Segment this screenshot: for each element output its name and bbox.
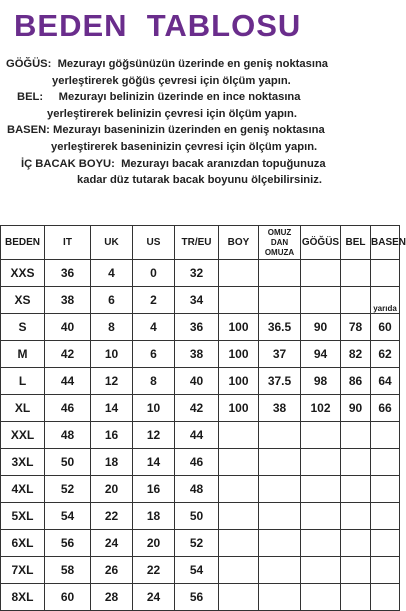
cell-basen: 64	[371, 368, 400, 395]
cell-us: 6	[133, 341, 175, 368]
cell-omuz: 37	[259, 341, 301, 368]
cell-basen: 66	[371, 395, 400, 422]
cell-boy	[219, 287, 259, 314]
cell-boy	[219, 422, 259, 449]
cell-omuz	[259, 584, 301, 611]
bel-text-2: yerleştirerek belinizin çevresi için ölçüm yapın.	[47, 107, 297, 120]
cell-basen	[371, 476, 400, 503]
table-row	[1, 476, 400, 503]
cell-beden: 8XL	[1, 584, 45, 611]
cell-it: 46	[45, 395, 91, 422]
cell-tr: 34	[175, 287, 219, 314]
gogus-line-2	[0, 73, 400, 90]
table-row	[1, 503, 400, 530]
cell-us: 24	[133, 584, 175, 611]
cell-boy: 100	[219, 314, 259, 341]
cell-basen	[371, 584, 400, 611]
cell-us: 14	[133, 449, 175, 476]
cell-tr: 52	[175, 530, 219, 557]
cell-us: 8	[133, 368, 175, 395]
cell-omuz	[259, 449, 301, 476]
page-title: BEDEN TABLOSU	[14, 8, 302, 43]
cell-omuz: 37.5	[259, 368, 301, 395]
cell-uk: 16	[91, 422, 133, 449]
table-row	[1, 584, 400, 611]
cell-boy: 100	[219, 341, 259, 368]
table-row	[1, 530, 400, 557]
gogus-line-1	[0, 56, 400, 73]
ic-bacak-text-2: kadar düz tutarak bacak boyunu ölçebilirsiniz.	[77, 174, 322, 187]
cell-omuz: 36.5	[259, 314, 301, 341]
cell-beden: 7XL	[1, 557, 45, 584]
table-row	[1, 287, 400, 314]
cell-boy: 100	[219, 395, 259, 422]
cell-gogus	[301, 557, 341, 584]
cell-basen	[371, 530, 400, 557]
cell-uk: 20	[91, 476, 133, 503]
col-header-basen: BASEN	[371, 226, 400, 260]
cell-beden: XS	[1, 287, 45, 314]
cell-it: 54	[45, 503, 91, 530]
cell-gogus: 102	[301, 395, 341, 422]
cell-gogus	[301, 584, 341, 611]
bel-key: BEL:	[17, 91, 44, 104]
ic-bacak-line-2	[0, 172, 400, 189]
cell-uk: 22	[91, 503, 133, 530]
col-header-tr-eu: TR/EU	[175, 226, 219, 260]
ic-bacak-key: İÇ BACAK BOYU:	[21, 157, 115, 170]
cell-beden: XXS	[1, 260, 45, 287]
cell-us: 0	[133, 260, 175, 287]
cell-tr: 38	[175, 341, 219, 368]
table-row	[1, 395, 400, 422]
cell-bel	[341, 287, 371, 314]
cell-boy	[219, 260, 259, 287]
cell-us: 22	[133, 557, 175, 584]
cell-boy	[219, 584, 259, 611]
cell-uk: 4	[91, 260, 133, 287]
col-header-boy: BOY	[219, 226, 259, 260]
cell-omuz: 38	[259, 395, 301, 422]
cell-omuz	[259, 422, 301, 449]
cell-it: 56	[45, 530, 91, 557]
cell-tr: 56	[175, 584, 219, 611]
cell-uk: 28	[91, 584, 133, 611]
cell-gogus	[301, 422, 341, 449]
cell-bel	[341, 449, 371, 476]
cell-omuz	[259, 557, 301, 584]
col-header-uk: UK	[91, 226, 133, 260]
cell-bel	[341, 476, 371, 503]
cell-us: 2	[133, 287, 175, 314]
cell-gogus	[301, 530, 341, 557]
cell-beden: 5XL	[1, 503, 45, 530]
cell-gogus: 94	[301, 341, 341, 368]
cell-it: 38	[45, 287, 91, 314]
cell-us: 20	[133, 530, 175, 557]
cell-bel	[341, 557, 371, 584]
gogus-text-1: Mezurayı göğsünüzün üzerinde en geniş noktasına	[57, 58, 328, 70]
cell-uk: 8	[91, 314, 133, 341]
cell-basen	[371, 557, 400, 584]
cell-boy: 100	[219, 368, 259, 395]
cell-tr: 50	[175, 503, 219, 530]
cell-it: 50	[45, 449, 91, 476]
cell-basen-note: yarıda	[371, 287, 400, 314]
cell-omuz	[259, 287, 301, 314]
cell-beden: 4XL	[1, 476, 45, 503]
gogus-key: GÖĞÜS:	[6, 58, 52, 70]
basen-text-1: Mezurayı baseninizin üzerinden en geniş noktasına	[53, 124, 325, 137]
instructions	[0, 56, 400, 189]
cell-us: 18	[133, 503, 175, 530]
cell-boy	[219, 449, 259, 476]
cell-uk: 10	[91, 341, 133, 368]
header-row	[1, 226, 400, 260]
cell-gogus	[301, 503, 341, 530]
cell-uk: 26	[91, 557, 133, 584]
cell-beden: 6XL	[1, 530, 45, 557]
cell-us: 12	[133, 422, 175, 449]
table-row	[1, 341, 400, 368]
cell-us: 10	[133, 395, 175, 422]
cell-bel: 86	[341, 368, 371, 395]
cell-tr: 44	[175, 422, 219, 449]
cell-basen	[371, 503, 400, 530]
table-row	[1, 314, 400, 341]
cell-tr: 46	[175, 449, 219, 476]
gogus-text-2: yerleştirerek göğüs çevresi için ölçüm yapın.	[52, 74, 291, 87]
size-table	[0, 225, 406, 611]
cell-basen: 62	[371, 341, 400, 368]
cell-omuz	[259, 503, 301, 530]
cell-it: 40	[45, 314, 91, 341]
cell-beden: XL	[1, 395, 45, 422]
table-row	[1, 449, 400, 476]
basen-line-2	[0, 139, 400, 156]
cell-gogus	[301, 449, 341, 476]
cell-omuz	[259, 530, 301, 557]
cell-gogus	[301, 260, 341, 287]
basen-line-1	[0, 122, 400, 139]
cell-omuz	[259, 260, 301, 287]
cell-it: 48	[45, 422, 91, 449]
table-row	[1, 557, 400, 584]
cell-uk: 14	[91, 395, 133, 422]
col-header-us: US	[133, 226, 175, 260]
cell-beden: XXL	[1, 422, 45, 449]
cell-beden: S	[1, 314, 45, 341]
bel-line-1	[0, 89, 400, 106]
cell-uk: 6	[91, 287, 133, 314]
cell-omuz	[259, 476, 301, 503]
cell-it: 36	[45, 260, 91, 287]
cell-it: 42	[45, 341, 91, 368]
cell-us: 16	[133, 476, 175, 503]
cell-bel: 82	[341, 341, 371, 368]
cell-boy	[219, 530, 259, 557]
cell-bel	[341, 530, 371, 557]
table-row	[1, 422, 400, 449]
cell-tr: 54	[175, 557, 219, 584]
ic-bacak-line-1	[0, 156, 400, 173]
ic-bacak-text-1: Mezurayı bacak aranızdan topuğunuza	[121, 157, 326, 170]
bel-line-2	[0, 106, 400, 123]
cell-gogus	[301, 287, 341, 314]
cell-bel	[341, 584, 371, 611]
cell-bel	[341, 260, 371, 287]
basen-text-2: yerleştirerek baseninizin çevresi için ölçüm yapın.	[51, 140, 318, 153]
cell-us: 4	[133, 314, 175, 341]
omuz-line-1: OMUZ	[267, 227, 292, 237]
cell-basen	[371, 260, 400, 287]
col-header-omuz	[259, 226, 301, 260]
cell-tr: 36	[175, 314, 219, 341]
bel-text-1: Mezurayı belinizin üzerinde en ince noktasına	[58, 91, 301, 104]
col-header-gogus: GÖĞÜS	[301, 226, 341, 260]
basen-key: BASEN:	[7, 124, 50, 137]
cell-uk: 12	[91, 368, 133, 395]
cell-bel: 78	[341, 314, 371, 341]
cell-basen: 60	[371, 314, 400, 341]
omuz-line-3: OMUZA	[264, 247, 295, 257]
cell-gogus: 90	[301, 314, 341, 341]
cell-bel	[341, 422, 371, 449]
cell-tr: 48	[175, 476, 219, 503]
cell-it: 52	[45, 476, 91, 503]
cell-tr: 42	[175, 395, 219, 422]
col-header-it: IT	[45, 226, 91, 260]
cell-uk: 18	[91, 449, 133, 476]
cell-gogus: 98	[301, 368, 341, 395]
cell-boy	[219, 557, 259, 584]
cell-tr: 40	[175, 368, 219, 395]
cell-it: 58	[45, 557, 91, 584]
cell-basen	[371, 449, 400, 476]
omuz-line-2: DAN	[270, 237, 289, 247]
cell-boy	[219, 476, 259, 503]
cell-basen	[371, 422, 400, 449]
cell-beden: 3XL	[1, 449, 45, 476]
table-row	[1, 260, 400, 287]
cell-it: 60	[45, 584, 91, 611]
cell-bel: 90	[341, 395, 371, 422]
cell-gogus	[301, 476, 341, 503]
cell-boy	[219, 503, 259, 530]
col-header-bel: BEL	[341, 226, 371, 260]
cell-tr: 32	[175, 260, 219, 287]
cell-it: 44	[45, 368, 91, 395]
cell-beden: L	[1, 368, 45, 395]
cell-uk: 24	[91, 530, 133, 557]
col-header-beden: BEDEN	[1, 226, 45, 260]
table-row	[1, 368, 400, 395]
cell-beden: M	[1, 341, 45, 368]
cell-bel	[341, 503, 371, 530]
